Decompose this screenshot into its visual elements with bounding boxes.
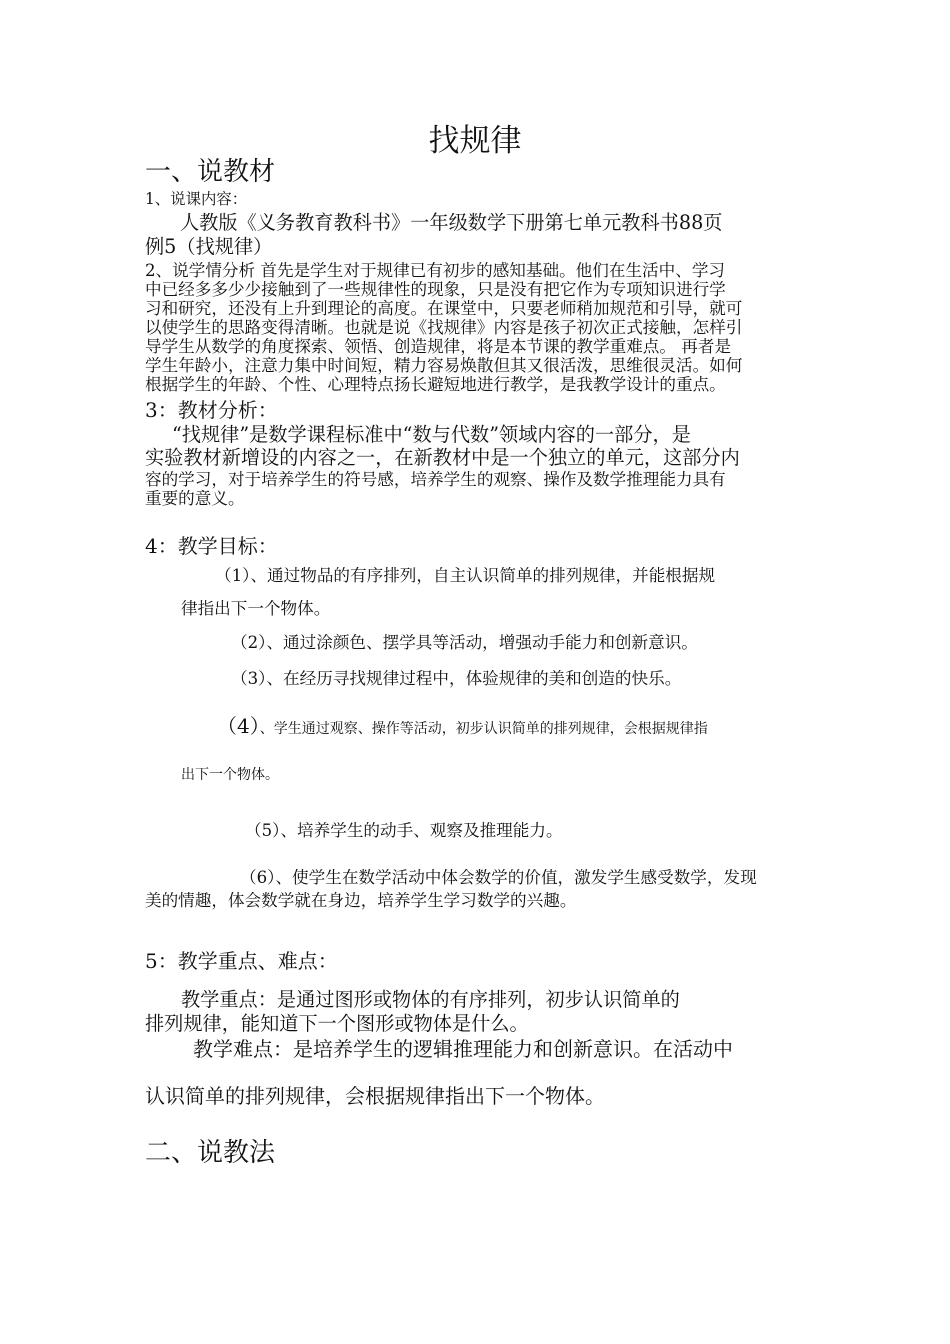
difficult-point-line: 教学难点：是培养学生的逻辑推理能力和创新意识。在活动中 (193, 1037, 733, 1061)
section-heading-textbook: 一、说教材 (145, 157, 276, 187)
item4-heading: 4：教学目标： (145, 534, 278, 558)
item3-heading: 3：教材分析： (145, 398, 278, 422)
item3-line: “找规律”是数学课程标准中“数与代数”领域内容的一部分，是 (172, 423, 691, 446)
goal1-line: 律指出下一个物体。 (181, 599, 331, 618)
item2-line: 以使学生的思路变得清晰。也就是说《找规律》内容是孩子初次正式接触，怎样引 (145, 318, 743, 337)
item1-line: 人教版《义务教育教科书》一年级数学下册第七单元教科书88页 (180, 211, 723, 234)
goal6-line: 美的情趣，体会数学就在身边，培养学生学习数学的兴趣。 (145, 891, 577, 910)
item2-line: 学生年龄小，注意力集中时间短，精力容易焕散但其又很活泼，思维很灵活。如何 (145, 356, 743, 375)
item2-line: 习和研究，还没有上升到理论的高度。在课堂中，只要老师稍加规范和引导，就可 (145, 299, 743, 318)
goal1-line: （1）、通过物品的有序排列，自主认识简单的排列规律，并能根据规 (215, 566, 716, 585)
goal2-line: （2）、通过涂颜色、摆学具等活动，增强动手能力和创新意识。 (231, 633, 698, 652)
item2-line: 导学生从数学的角度探索、领悟、创造规律，将是本节课的教学重难点。 再者是 (145, 337, 732, 356)
item3-line: 容的学习，对于培养学生的符号感，培养学生的观察、操作及数学推理能力具有 (145, 470, 726, 489)
goal4-text: 、学生通过观察、操作等活动，初步认识简单的排列规律，会根据规律指 (259, 721, 708, 737)
item1-line: 例5（找规律） (145, 235, 273, 258)
item5-heading: 5：教学重点、难点： (145, 949, 338, 973)
item3-line: 重要的意义。 (145, 489, 245, 508)
goal4-line: 出下一个物体。 (181, 767, 279, 783)
item2-line: 中已经多多少少接触到了一些规律性的现象，只是没有把它作为专项知识进行学 (145, 280, 726, 299)
item3-line: 实验教材新增设的内容之一，在新教材中是一个独立的单元，这部分内 (145, 446, 740, 469)
key-point-line: 排列规律，能知道下一个图形或物体是什么。 (145, 1012, 529, 1035)
item2-line: 根据学生的年龄、个性、心理特点扬长避短地进行教学，是我教学设计的重点。 (145, 375, 726, 394)
document-title: 找规律 (428, 123, 522, 159)
item2-line: 2、说学情分析 首先是学生对于规律已有初步的感知基础。他们在生活中、学习 (145, 261, 726, 280)
goal4-line (217, 715, 810, 738)
section-heading-teaching-method: 二、说教法 (145, 1138, 276, 1168)
goal6-line: （6）、使学生在数学活动中体会数学的价值，激发学生感受数学，发现 (240, 868, 757, 887)
key-point-line: 教学重点：是通过图形或物体的有序排列，初步认识简单的 (181, 988, 680, 1011)
goal4-number: （4） (217, 714, 260, 738)
item1-label: 1、说课内容： (145, 190, 248, 208)
goal3-line: （3）、在经历寻找规律过程中，体验规律的美和创造的快乐。 (231, 669, 682, 688)
difficult-point-line: 认识简单的排列规律，会根据规律指出下一个物体。 (145, 1084, 605, 1108)
goal5-line: （5）、培养学生的动手、观察及推理能力。 (245, 821, 563, 840)
